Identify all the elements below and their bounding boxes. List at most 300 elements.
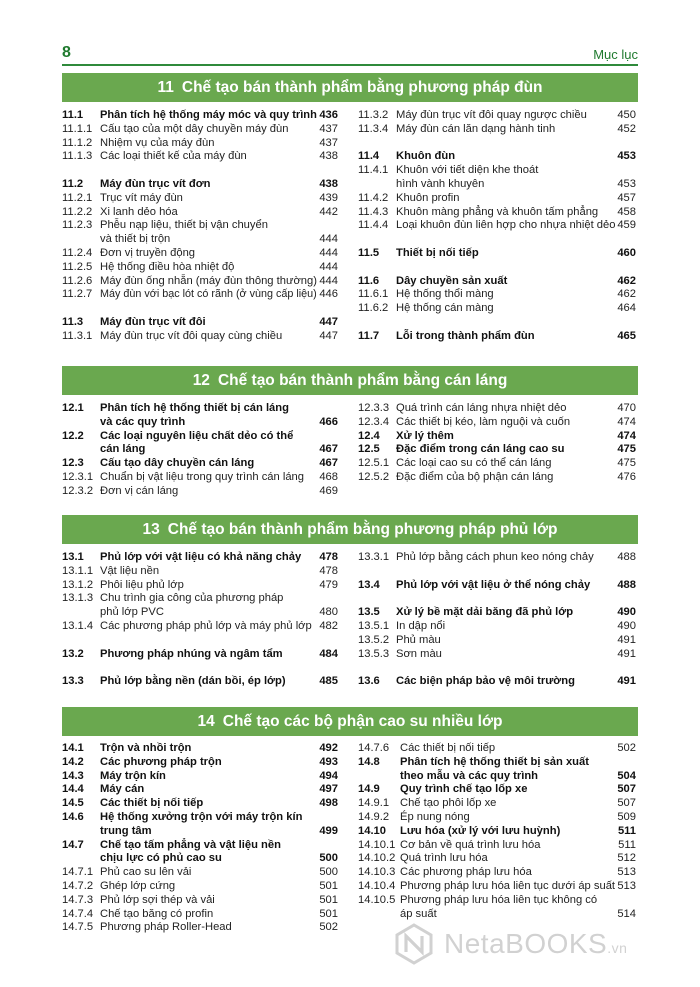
entry-title: Cấu tạo dây chuyền cán láng	[100, 457, 255, 470]
entry-page: 490	[617, 606, 636, 619]
entry-page: 462	[617, 274, 636, 287]
entry-number: 14.10.3	[358, 866, 396, 879]
watermark	[392, 922, 692, 970]
toc-subsection-entry[interactable]	[62, 150, 338, 164]
entry-page: 511	[618, 838, 636, 851]
entry-number: 14.4	[62, 783, 84, 796]
entry-number: 14.2	[62, 755, 84, 768]
entry-number: 13.2	[62, 647, 84, 660]
entry-number: 13.1	[62, 551, 84, 563]
entry-number: 12.3.1	[62, 471, 94, 483]
entry-page: 513	[617, 866, 636, 879]
toc-subsection-entry[interactable]	[62, 894, 338, 908]
entry-page: 479	[319, 578, 338, 591]
entry-number: 14.7	[62, 838, 84, 851]
toc-subsection-entry[interactable]	[62, 261, 338, 275]
toc-subsection-entry[interactable]	[62, 247, 338, 261]
toc-subsection-entry[interactable]	[62, 123, 338, 137]
entry-title: Hệ thống cán màng	[396, 302, 494, 315]
entry-title: Dây chuyền sản xuất	[396, 274, 508, 287]
entry-number: 13.1.2	[62, 578, 94, 591]
toc-section-entry[interactable]	[358, 579, 636, 593]
toc-subsection-entry[interactable]	[358, 634, 636, 648]
entry-page: 462	[617, 288, 636, 301]
toc-section-entry[interactable]	[62, 756, 338, 770]
entry-number: 14.7.6	[358, 742, 390, 754]
entry-number: 14.10	[358, 824, 386, 837]
entry-title: In dập nổi	[396, 620, 446, 632]
entry-title: Cấu tạo của một dây chuyền máy đùn	[100, 122, 289, 135]
entry-title: Hệ thống xưởng trộn với máy trộn kín	[100, 811, 303, 823]
entry-title: Phủ lớp sợi thép và vải	[100, 893, 215, 906]
entry-title: Máy đùn cán lăn dạng hành tinh	[396, 122, 556, 135]
entry-number: 11.4.1	[358, 164, 389, 177]
toc-subsection-entry[interactable]	[358, 219, 636, 233]
entry-number: 11.1.1	[62, 122, 93, 135]
entry-number: 14.7.2	[62, 880, 94, 892]
entry-title: trung tâm	[100, 824, 152, 837]
entry-page: 438	[319, 150, 338, 163]
toc-subsection-entry[interactable]	[62, 288, 338, 302]
toc-section-entry[interactable]	[62, 675, 338, 689]
entry-title: Cơ bản về quá trình lưu hóa	[400, 838, 541, 851]
entry-title: Các loại cao su có thể cán láng	[396, 457, 552, 470]
entry-title: Các phương pháp phủ lớp và máy phủ lớp	[100, 620, 312, 632]
entry-title: Phân tích hệ thống thiết bị sản xuất	[400, 755, 589, 768]
entry-number: 13.5.3	[358, 647, 390, 660]
toc-subsection-entry[interactable]	[358, 206, 636, 220]
entry-number: 11.3.1	[62, 329, 93, 342]
entry-title: Vật liệu nền	[100, 564, 160, 577]
toc-section-entry[interactable]	[62, 551, 338, 565]
entry-number: 14.7.3	[62, 893, 94, 906]
entry-title: Quá trình lưu hóa	[400, 852, 488, 865]
toc-subsection-entry[interactable]	[62, 471, 338, 485]
entry-page: 447	[319, 316, 338, 328]
entry-title: Xử lý bề mặt dải băng đã phủ lớp	[396, 606, 574, 619]
entry-number: 12.5.2	[358, 471, 390, 483]
chapter-title: Chế tạo các bộ phận cao su nhiều lớp	[222, 712, 503, 730]
entry-title: Chu trình gia công của phương pháp	[100, 592, 284, 605]
entry-title: Các thiết bị kéo, làm nguội và cuốn	[396, 415, 571, 428]
entry-number: 13.4	[358, 578, 380, 591]
entry-page: 497	[319, 783, 338, 796]
entry-number: 12.3	[62, 457, 84, 470]
entry-page: 475	[617, 457, 636, 470]
entry-title: Các thiết bị nối tiếp	[400, 742, 496, 754]
toc-section-entry[interactable]	[62, 443, 338, 457]
toc-section-entry[interactable]	[62, 783, 338, 797]
entry-number: 11.3.2	[358, 109, 389, 121]
entry-page: 474	[617, 429, 636, 442]
toc-section-entry[interactable]	[62, 742, 338, 756]
chapter-title: Chế tạo bán thành phẩm bằng phương pháp phủ lớp	[167, 520, 558, 538]
entry-title: Chế tạo băng có profin	[100, 907, 214, 920]
page-number: 8	[62, 44, 71, 61]
entry-page: 464	[617, 302, 636, 315]
entry-title: Phủ lớp với vật liệu có khả năng chảy	[100, 551, 302, 563]
entry-title: Phủ màu	[396, 633, 441, 646]
entry-number: 11.2.2	[62, 205, 93, 218]
toc-subsection-entry[interactable]	[358, 894, 636, 908]
entry-title: Các loại thiết kế của máy đùn	[100, 150, 247, 163]
toc-section-entry[interactable]	[62, 648, 338, 662]
chapter-title: Chế tạo bán thành phẩm bằng cán láng	[217, 371, 508, 389]
entry-page: 466	[319, 415, 338, 428]
entry-title: Các phương pháp trộn	[100, 755, 222, 768]
entry-title: Ép nung nóng	[400, 811, 470, 823]
entry-number: 11.2.1	[62, 191, 93, 204]
entry-number: 14.10.5	[358, 893, 396, 906]
toc-subsection-entry[interactable]	[358, 811, 636, 825]
toc-subsection-entry[interactable]	[358, 123, 636, 137]
entry-page: 478	[319, 551, 338, 563]
toc-subsection-entry[interactable]	[62, 485, 338, 499]
entry-title: Máy trộn kín	[100, 769, 166, 782]
entry-number: 14.5	[62, 797, 84, 810]
toc-subsection-entry[interactable]	[62, 620, 338, 634]
entry-title: Phương pháp Roller-Head	[100, 921, 232, 934]
entry-number: 14.3	[62, 769, 84, 782]
toc-section-entry[interactable]	[62, 839, 338, 853]
toc-subsection-entry[interactable]	[62, 579, 338, 593]
toc-subsection-entry[interactable]	[358, 866, 636, 880]
entry-page: 476	[617, 471, 636, 483]
toc-subsection-entry[interactable]	[358, 742, 636, 756]
entry-title: Máy đùn trục vít đơn	[100, 178, 211, 190]
entry-number: 14.9	[358, 783, 380, 796]
toc-section-entry[interactable]	[62, 402, 338, 416]
toc-section-entry[interactable]	[358, 770, 636, 784]
entry-page: 453	[617, 178, 636, 190]
entry-page: 444	[319, 233, 338, 246]
watermark-text: NetaBOOKS.vn	[444, 928, 628, 959]
entry-number: 12.3.3	[358, 402, 390, 414]
toc-section-entry[interactable]	[358, 825, 636, 839]
entry-title: Đơn vị truyền động	[100, 247, 196, 259]
entry-page: 491	[617, 647, 636, 660]
entry-page: 500	[319, 866, 338, 879]
toc-subsection-entry[interactable]	[358, 797, 636, 811]
toc-subsection-entry[interactable]	[358, 471, 636, 485]
entry-title: Các thiết bị nối tiếp	[100, 797, 204, 810]
entry-number: 13.5.1	[358, 620, 390, 632]
toc-subsection-entry[interactable]	[358, 302, 636, 316]
toc-subsection-entry[interactable]	[358, 620, 636, 634]
chapter-title: Chế tạo bán thành phẩm bằng phương pháp đùn	[181, 78, 543, 96]
entry-number: 11.1	[62, 109, 84, 121]
entry-number: 11.6	[358, 274, 380, 287]
toc-subsection-entry[interactable]	[358, 164, 636, 178]
entry-page: 488	[617, 551, 636, 563]
toc-section-entry[interactable]	[358, 443, 636, 457]
entry-title: Máy đùn ống nhẵn (máy đùn thông thường)	[100, 274, 317, 287]
entry-title: theo mẫu và các quy trình	[400, 769, 539, 782]
entry-title: Sơn màu	[396, 647, 442, 660]
entry-number: 14.6	[62, 811, 84, 823]
entry-title: Trộn và nhồi trộn	[100, 742, 192, 754]
entry-number: 14.7.4	[62, 907, 94, 920]
entry-page: 494	[319, 769, 338, 782]
chapter-number: 11	[157, 78, 174, 96]
entry-page: 480	[319, 606, 338, 619]
entry-number: 11.4.4	[358, 219, 389, 232]
entry-title: Đặc điểm của bộ phận cán láng	[396, 471, 554, 483]
toc-section-entry[interactable]	[358, 783, 636, 797]
toc-subsection-entry[interactable]	[62, 606, 338, 620]
entry-page: 459	[617, 219, 636, 232]
toc-section-entry[interactable]	[62, 430, 338, 444]
entry-number: 12.5.1	[358, 457, 390, 470]
toc-section-entry[interactable]	[62, 457, 338, 471]
entry-page: 458	[617, 205, 636, 218]
entry-title: Máy đùn với bạc lót có rãnh (ở vùng cấp liệu)	[100, 288, 317, 301]
toc-subsection-entry[interactable]	[62, 206, 338, 220]
entry-number: 13.1.1	[62, 564, 94, 577]
toc-subsection-entry[interactable]	[62, 137, 338, 151]
entry-title: Phủ lớp bằng cách phun keo nóng chảy	[396, 551, 594, 563]
entry-page: 512	[617, 852, 636, 865]
running-title: Mục lục	[593, 47, 638, 62]
toc-section-entry[interactable]	[358, 430, 636, 444]
entry-number: 11.2.4	[62, 247, 93, 259]
chapter-banner	[62, 515, 638, 544]
netabooks-logo-icon	[392, 922, 436, 966]
entry-page: 437	[319, 136, 338, 149]
entry-number: 13.1.3	[62, 592, 94, 605]
entry-title: Phân tích hệ thống thiết bị cán láng	[100, 402, 289, 414]
entry-title: chịu lực có phủ cao su	[100, 852, 222, 865]
entry-title: Phương pháp lưu hóa liên tục không có	[400, 893, 598, 906]
entry-page: 467	[319, 443, 338, 456]
entry-title: Hệ thống điều hòa nhiệt độ	[100, 260, 235, 273]
toc-subsection-entry[interactable]	[62, 233, 338, 247]
entry-number: 14.10.2	[358, 852, 396, 865]
toc-subsection-entry[interactable]	[62, 880, 338, 894]
toc-subsection-entry[interactable]	[62, 330, 338, 344]
entry-page: 467	[319, 457, 338, 470]
toc-subsection-entry[interactable]	[358, 192, 636, 206]
toc-section-entry[interactable]	[62, 770, 338, 784]
entry-number: 13.3.1	[358, 551, 390, 563]
entry-number: 11.2	[62, 178, 84, 190]
toc-section-entry[interactable]	[62, 811, 338, 825]
entry-number: 11.2.5	[62, 260, 93, 273]
entry-title: Lưu hóa (xử lý với lưu huỳnh)	[400, 824, 561, 837]
chapter-number: 14	[197, 712, 215, 730]
entry-number: 11.6.2	[358, 302, 389, 315]
entry-number: 11.1.3	[62, 150, 93, 163]
toc-subsection-entry[interactable]	[358, 109, 636, 123]
entry-page: 491	[617, 675, 636, 688]
entry-page: 457	[617, 191, 636, 204]
entry-page: 465	[617, 329, 636, 342]
entry-page: 502	[617, 742, 636, 754]
toc-section-entry[interactable]	[358, 675, 636, 689]
entry-page: 507	[617, 783, 636, 796]
entry-page: 450	[617, 109, 636, 121]
toc-subsection-entry[interactable]	[358, 457, 636, 471]
toc-subsection-entry[interactable]	[358, 551, 636, 565]
entry-number: 14.1	[62, 742, 84, 754]
toc-section-entry[interactable]	[62, 109, 338, 123]
entry-number: 11.7	[358, 329, 380, 342]
toc-subsection-entry[interactable]	[62, 921, 338, 935]
entry-title: Khuôn profin	[396, 191, 460, 204]
toc-subsection-entry[interactable]	[358, 416, 636, 430]
entry-title: hình vành khuyên	[396, 178, 485, 190]
toc-subsection-entry[interactable]	[358, 852, 636, 866]
toc-subsection-entry[interactable]	[62, 908, 338, 922]
entry-title: Chế tạo tấm phẳng và vật liệu nền	[100, 838, 281, 851]
entry-title: Hệ thống thổi màng	[396, 288, 494, 301]
entry-page: 468	[319, 471, 338, 483]
entry-title: Phương pháp lưu hóa liên tục dưới áp suất	[400, 880, 616, 892]
entry-number: 11.3.4	[358, 122, 389, 135]
entry-number: 12.2	[62, 429, 84, 442]
entry-number: 13.5.2	[358, 633, 390, 646]
toc-subsection-entry[interactable]	[358, 908, 636, 922]
entry-number: 11.4	[358, 150, 380, 163]
entry-page: 446	[319, 288, 338, 301]
toc-subsection-entry[interactable]	[358, 880, 636, 894]
entry-title: Các loại nguyên liệu chất dẻo có thể	[100, 429, 294, 442]
toc-subsection-entry[interactable]	[358, 839, 636, 853]
entry-number: 13.3	[62, 675, 84, 688]
entry-title: Xi lanh dẻo hóa	[100, 205, 178, 218]
entry-number: 12.5	[358, 443, 380, 456]
entry-page: 438	[319, 178, 338, 190]
entry-title: Đặc điểm trong cán láng cao su	[396, 443, 565, 456]
entry-number: 11.2.7	[62, 288, 93, 301]
entry-number: 11.4.3	[358, 205, 389, 218]
toc-subsection-entry[interactable]	[62, 866, 338, 880]
entry-title: và thiết bị trộn	[100, 233, 171, 246]
toc-subsection-entry[interactable]	[358, 288, 636, 302]
entry-page: 470	[617, 402, 636, 414]
toc-subsection-entry[interactable]	[358, 648, 636, 662]
entry-title: và các quy trình	[100, 415, 186, 428]
toc-section-entry[interactable]	[358, 330, 636, 344]
entry-page: 490	[617, 620, 636, 632]
entry-number: 14.10.4	[358, 880, 396, 892]
entry-page: 485	[319, 675, 338, 688]
entry-number: 11.4.2	[358, 191, 389, 204]
entry-title: Phủ cao su lên vải	[100, 866, 192, 879]
entry-title: Khuôn với tiết diện khe thoát	[396, 164, 539, 177]
entry-number: 13.1.4	[62, 620, 94, 632]
entry-page: 492	[319, 742, 338, 754]
toc-subsection-entry[interactable]	[358, 178, 636, 192]
entry-number: 11.1.2	[62, 136, 93, 149]
entry-title: Nhiệm vụ của máy đùn	[100, 136, 215, 149]
chapter-banner	[62, 73, 638, 102]
entry-page: 453	[617, 150, 636, 163]
entry-title: Phân tích hệ thống máy móc và quy trình	[100, 109, 317, 121]
entry-number: 13.6	[358, 675, 380, 688]
entry-page: 514	[617, 907, 636, 920]
toc-subsection-entry[interactable]	[62, 192, 338, 206]
entry-page: 513	[617, 880, 636, 892]
entry-title: cán láng	[100, 443, 146, 456]
entry-page: 500	[319, 852, 338, 865]
toc-section-entry[interactable]	[358, 150, 636, 164]
entry-title: Phủ lớp bằng nền (dán bồi, ép lớp)	[100, 675, 286, 688]
toc-section-entry[interactable]	[62, 416, 338, 430]
entry-title: Máy đùn trục vít đôi quay ngược chiều	[396, 109, 587, 121]
toc-section-entry[interactable]	[62, 316, 338, 330]
entry-page: 444	[319, 274, 338, 287]
entry-number: 14.7.1	[62, 866, 94, 879]
entry-page: 474	[617, 415, 636, 428]
toc-section-entry[interactable]	[358, 247, 636, 261]
toc-section-entry[interactable]	[62, 178, 338, 192]
entry-title: Chuẩn bị vật liệu trong quy trình cán láng	[100, 471, 304, 483]
entry-page: 504	[617, 769, 636, 782]
entry-title: phủ lớp PVC	[100, 606, 164, 619]
chapter-banner	[62, 366, 638, 395]
entry-page: 501	[319, 893, 338, 906]
toc-section-entry[interactable]	[358, 275, 636, 289]
entry-number: 14.8	[358, 755, 380, 768]
entry-page: 502	[319, 921, 338, 934]
header-rule	[62, 64, 638, 66]
toc-subsection-entry[interactable]	[358, 402, 636, 416]
entry-page: 444	[319, 247, 338, 259]
toc-section-entry[interactable]	[62, 797, 338, 811]
entry-page: 439	[319, 191, 338, 204]
entry-title: Chế tạo phôi lốp xe	[400, 797, 497, 810]
entry-page: 469	[319, 484, 338, 497]
entry-page: 460	[617, 247, 636, 259]
entry-number: 14.10.1	[358, 838, 396, 851]
entry-page: 478	[319, 564, 338, 577]
toc-section-entry[interactable]	[358, 756, 636, 770]
toc-section-entry[interactable]	[62, 852, 338, 866]
toc-section-entry[interactable]	[62, 825, 338, 839]
entry-title: Loại khuôn đùn liên hợp cho nhựa nhiệt dẻo	[396, 219, 616, 232]
entry-number: 12.1	[62, 402, 84, 414]
entry-number: 11.2.3	[62, 219, 93, 232]
entry-page: 501	[319, 907, 338, 920]
entry-number: 11.3	[62, 316, 84, 328]
toc-subsection-entry[interactable]	[62, 592, 338, 606]
entry-title: Phễu nạp liệu, thiết bị vận chuyển	[100, 219, 268, 232]
entry-number: 14.9.2	[358, 811, 390, 823]
entry-page: 498	[319, 797, 338, 810]
entry-title: áp suất	[400, 907, 437, 920]
entry-title: Các biện pháp bảo vệ môi trường	[396, 675, 575, 688]
entry-page: 491	[617, 633, 636, 646]
entry-page: 475	[617, 443, 636, 456]
entry-title: Đơn vị cán láng	[100, 484, 179, 497]
entry-number: 12.4	[358, 429, 380, 442]
toc-subsection-entry[interactable]	[62, 565, 338, 579]
toc-subsection-entry[interactable]	[62, 219, 338, 233]
entry-title: Khuôn đùn	[396, 150, 456, 163]
entry-number: 12.3.2	[62, 484, 94, 497]
entry-title: Thiết bị nối tiếp	[396, 247, 479, 259]
entry-page: 444	[319, 260, 338, 273]
entry-number: 11.5	[358, 247, 380, 259]
chapter-banner	[62, 707, 638, 736]
toc-subsection-entry[interactable]	[62, 275, 338, 289]
entry-number: 13.5	[358, 606, 380, 619]
entry-title: Ghép lớp cứng	[100, 880, 176, 892]
entry-page: 484	[319, 647, 338, 660]
toc-section-entry[interactable]	[358, 606, 636, 620]
chapter-number: 12	[192, 371, 210, 389]
